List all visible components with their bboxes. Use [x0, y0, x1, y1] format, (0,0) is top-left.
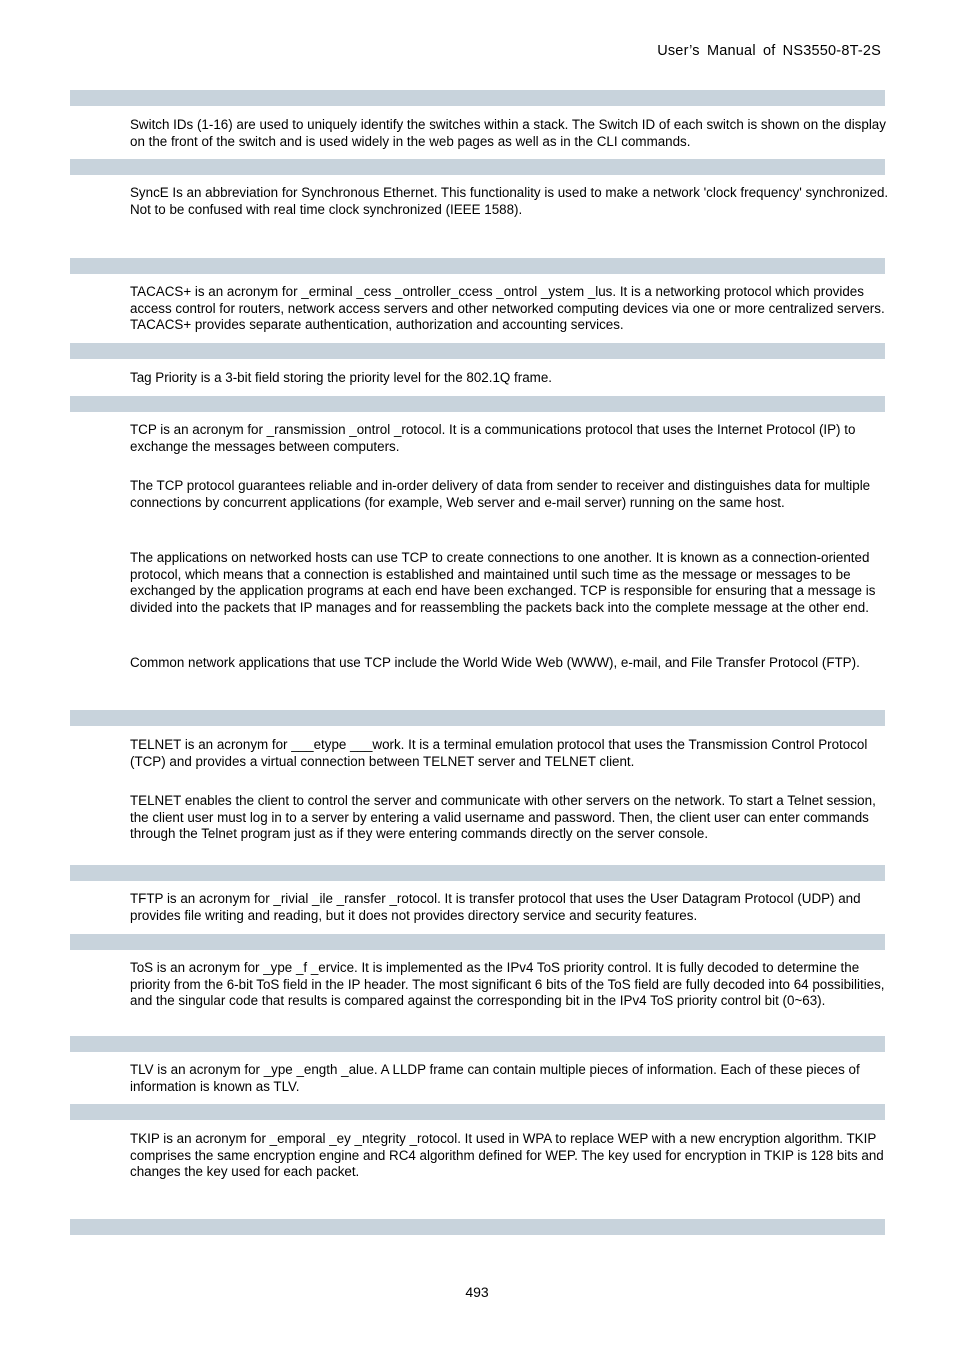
paragraph-tacacs: TACACS+ is an acronym for _erminal _cess _ontroller_ccess _ontrol _ystem _lus. It is a networking protocol which provides access control for routers, network access servers and other networked computing devices via one or more centralized servers. TACACS+ provides separate authentication, authorization and accounting services. [130, 284, 885, 333]
paragraph-tlv: TLV is an acronym for _ype _ength _alue. A LLDP frame can contain multiple pieces of information. Each of these pieces of information is known as TLV. [130, 1062, 860, 1094]
paragraph-tag-priority: Tag Priority is a 3-bit field storing the priority level for the 802.1Q frame. [130, 370, 552, 385]
section-bar-switch-id [70, 90, 885, 106]
section-bar-tcp [70, 396, 885, 412]
paragraph-tftp: TFTP is an acronym for _rivial _ile _ransfer _rotocol. It is transfer protocol that uses the User Datagram Protocol (UDP) and provides file writing and reading, but it does not provides directory service and security features. [130, 891, 861, 923]
section-bar-telnet [70, 710, 885, 726]
paragraph-tkip: TKIP is an acronym for _emporal _ey _ntegrity _rotocol. It used in WPA to replace WEP with a new encryption algorithm. TKIP comprises the same encryption engine and RC4 algorithm defined for WEP. The key used for encryption in TKIP is 128 bits and changes the key used for each packet. [130, 1131, 884, 1180]
section-bar-tos [70, 934, 885, 950]
paragraph-tcp-2: The TCP protocol guarantees reliable and in-order delivery of data from sender to receiver and distinguishes data for multiple connections by concurrent applications (for example, Web server and e-mail server) running on the same host. [130, 478, 871, 510]
paragraph-switch-id: Switch IDs (1-16) are used to uniquely identify the switches within a stack. The Switch ID of each switch is shown on the display on the front of the switch and is used widely in the web pages as well as in the CLI commands. [130, 117, 886, 149]
page-number: 493 [465, 1284, 489, 1300]
paragraph-tcp-4: Common network applications that use TCP include the World Wide Web (WWW), e-mail, and File Transfer Protocol (FTP). [130, 655, 860, 670]
paragraph-telnet-2: TELNET enables the client to control the server and communicate with other servers on the network. To start a Telnet session, the client user must log in to a server by entering a valid username and password. Then, the client user can enter commands through the Telnet program just as if they were entering commands directly on the server console. [130, 793, 876, 842]
paragraph-tcp-3: The applications on networked hosts can use TCP to create connections to one another. It is known as a connection-oriented protocol, which means that a connection is established and maintained until such time as the message or messages to be exchanged by the application programs at each end have been exchanged. TCP is responsible for ensuring that a message is divided into the packets that IP manages and for reassembling the packets back into the complete message at the other end. [130, 550, 876, 615]
section-bar-tag-priority [70, 343, 885, 359]
paragraph-tos: ToS is an acronym for _ype _f _ervice. It is implemented as the IPv4 ToS priority control. It is fully decoded to determine the priority from the 6-bit ToS field in the IP header. The most significant 6 bits of the ToS field are fully decoded into 64 possibilities, and the singular code that results is compared against the corresponding bit in the IPv4 ToS priority control bit (0~63). [130, 960, 885, 1009]
paragraph-telnet-1: TELNET is an acronym for ___etype ___work. It is a terminal emulation protocol that uses the Transmission Control Protocol (TCP) and provides a virtual connection between TELNET server and TELNET client. [130, 737, 868, 769]
paragraph-tcp-1: TCP is an acronym for _ransmission _ontrol _rotocol. It is a communications protocol that uses the Internet Protocol (IP) to exchange the messages between computers. [130, 422, 856, 454]
paragraph-synce: SyncE Is an abbreviation for Synchronous Ethernet. This functionality is used to make a network 'clock frequency' synchronized. Not to be confused with real time clock synchronized (IEEE 1588). [130, 185, 889, 217]
section-bar-tlv [70, 1036, 885, 1052]
manual-header: User’s Manual of NS3550-8T-2S [657, 43, 881, 59]
section-bar-next [70, 1219, 885, 1235]
section-bar-tkip [70, 1104, 885, 1120]
section-bar-tftp [70, 865, 885, 881]
section-bar-tacacs [70, 258, 885, 274]
section-bar-synce [70, 159, 885, 175]
